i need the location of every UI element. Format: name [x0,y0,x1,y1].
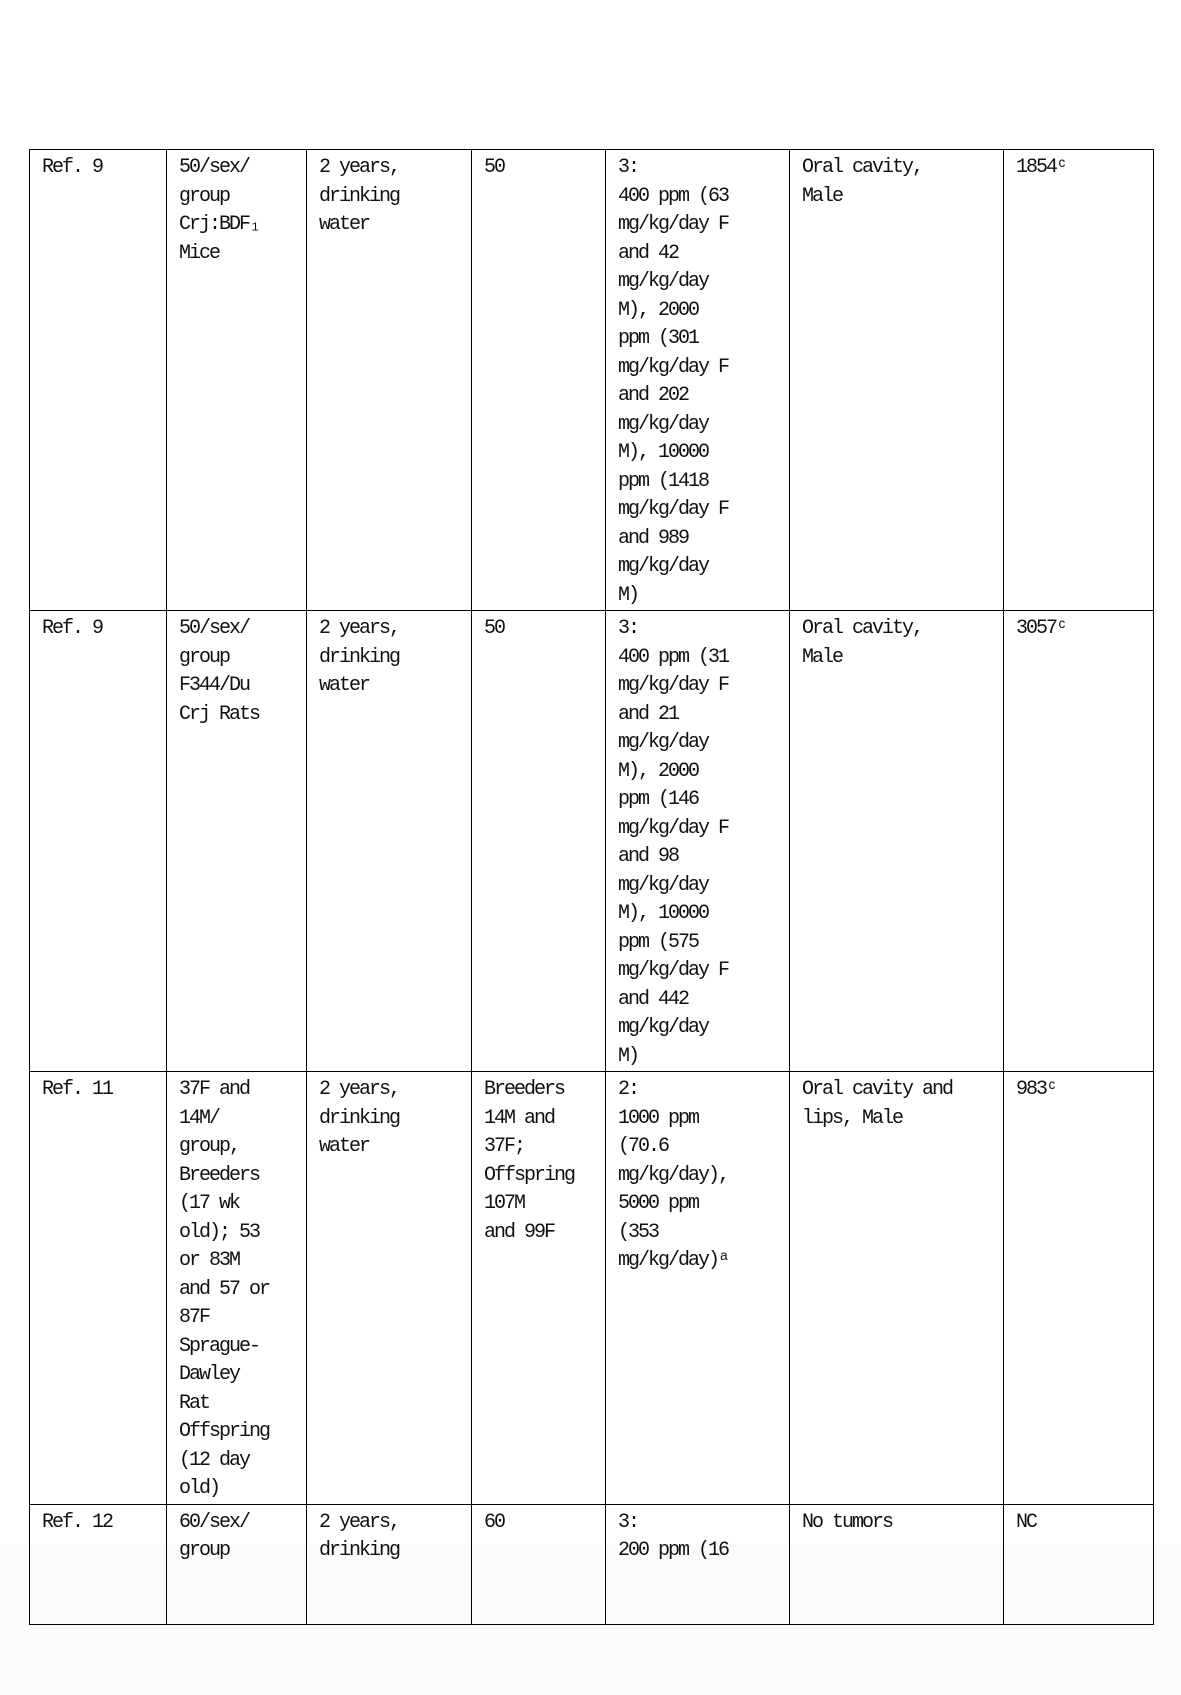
duration-cell: 2 years, drinking water [307,1072,472,1505]
ref-cell: Ref. 12 [30,1504,167,1624]
n-cell: 60 [472,1504,606,1624]
animals-cell: 50/sex/ group F344/Du Crj Rats [167,611,307,1072]
duration-cell: 2 years, drinking [307,1504,472,1624]
site-cell: Oral cavity, Male [790,611,1004,1072]
site-cell: Oral cavity and lips, Male [790,1072,1004,1505]
value-cell: 3057ᶜ [1004,611,1154,1072]
table-row [30,611,1154,1072]
doses-cell: 2: 1000 ppm (70.6 mg/kg/day), 5000 ppm (353 mg/kg/day)ᵃ [606,1072,790,1505]
n-cell: 50 [472,150,606,611]
animals-cell: 50/sex/ group Crj:BDF₁ Mice [167,150,307,611]
doses-cell: 3: 400 ppm (31 mg/kg/day F and 21 mg/kg/day M), 2000 ppm (146 mg/kg/day F and 98 mg/kg/day M), 10000 ppm (575 mg/kg/day F and 442 mg/kg/day M) [606,611,790,1072]
n-cell: Breeders 14M and 37F; Offspring 107M and 99F [472,1072,606,1505]
ref-cell: Ref. 11 [30,1072,167,1505]
value-cell: 1854ᶜ [1004,150,1154,611]
table-container [29,149,1154,1562]
value-cell: NC [1004,1504,1154,1624]
study-table [29,149,1154,1625]
table-row [30,1504,1154,1624]
doses-cell: 3: 400 ppm (63 mg/kg/day F and 42 mg/kg/day M), 2000 ppm (301 mg/kg/day F and 202 mg/kg/day M), 10000 ppm (1418 mg/kg/day F and 989 mg/kg/day M) [606,150,790,611]
duration-cell: 2 years, drinking water [307,150,472,611]
n-cell: 50 [472,611,606,1072]
duration-cell: 2 years, drinking water [307,611,472,1072]
animals-cell: 37F and 14M/ group, Breeders (17 wk old); 53 or 83M and 57 or 87F Sprague- Dawley Rat Offspring (12 day old) [167,1072,307,1505]
ref-cell: Ref. 9 [30,150,167,611]
ref-cell: Ref. 9 [30,611,167,1072]
table-row [30,1072,1154,1505]
table-row [30,150,1154,611]
site-cell: Oral cavity, Male [790,150,1004,611]
site-cell: No tumors [790,1504,1004,1624]
doses-cell: 3: 200 ppm (16 [606,1504,790,1624]
value-cell: 983ᶜ [1004,1072,1154,1505]
animals-cell: 60/sex/ group [167,1504,307,1624]
